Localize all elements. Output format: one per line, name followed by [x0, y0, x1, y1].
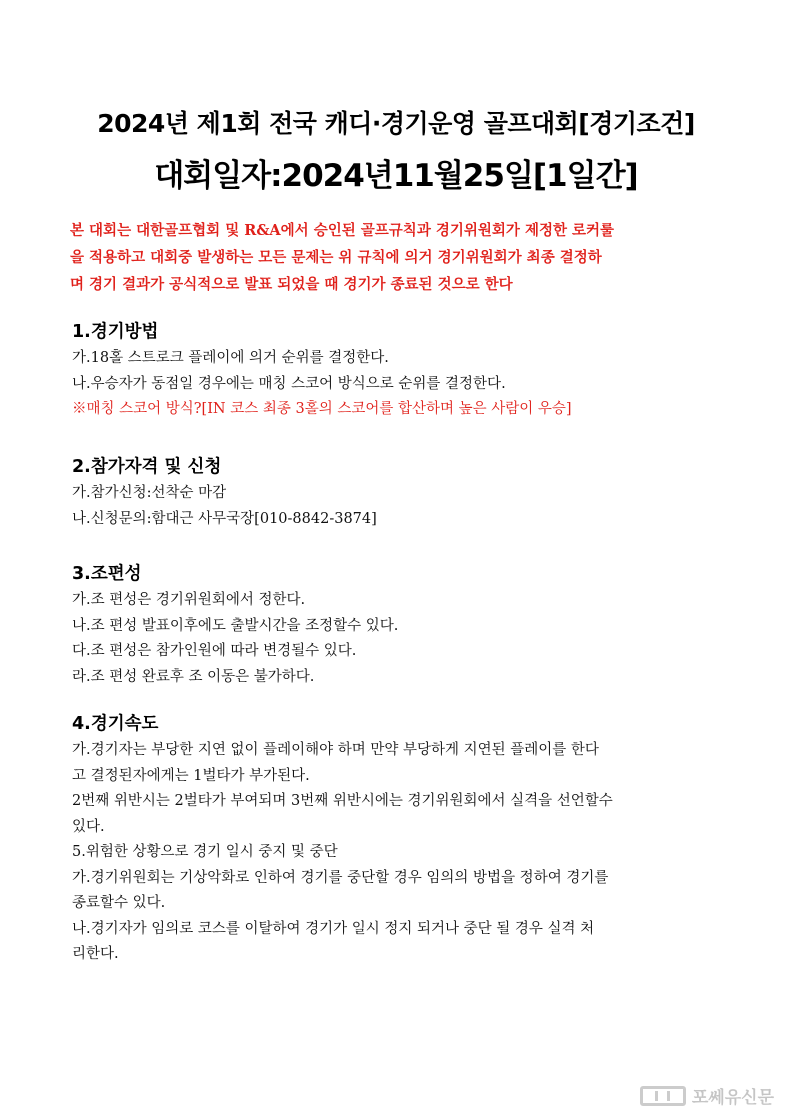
- section-line: 라.조 편성 완료후 조 이동은 불가하다.: [72, 668, 315, 685]
- document-title: 2024년 제1회 전국 캐디·경기운영 골프대회[경기조건]: [97, 109, 695, 138]
- section-line: 고 결정된자에게는 1벌타가 부가된다.: [72, 767, 310, 784]
- watermark-text: 포쎄유신문: [691, 1088, 774, 1108]
- section-line: 가.18홀 스트로크 플레이에 의거 순위를 결정한다.: [72, 350, 389, 366]
- section-pace-of-play: [72, 710, 722, 968]
- section-line: 가.참가신청:선착순 마감: [72, 485, 227, 501]
- event-date-title: 대회일자:2024년11월25일[1일간]: [154, 158, 638, 194]
- section-line: 있다.: [72, 818, 105, 835]
- section-heading: 3.조편성: [72, 564, 142, 584]
- rules-notice: [70, 217, 730, 298]
- section-line: 나.경기자가 임의로 코스를 이탈하여 경기가 일시 정지 되거나 중단 될 경우 실격 처: [72, 920, 595, 937]
- section-heading: 2.참가자격 및 신청: [72, 457, 222, 477]
- section-line: 5.위험한 상황으로 경기 일시 중지 및 중단: [72, 844, 338, 860]
- notice-line: 을 적용하고 대회중 발생하는 모든 문제는 위 규칙에 의거 경기위원회가 최종 결정하: [70, 249, 602, 266]
- section-line: 리한다.: [72, 946, 119, 962]
- section-eligibility: [72, 453, 722, 532]
- section-line: 나.조 편성 발표이후에도 출발시간을 조정할수 있다.: [72, 617, 399, 634]
- notice-line: 본 대회는 대한골프협회 및 R&A에서 승인된 골프규칙과 경기위원회가 제정한 로커룰: [70, 222, 615, 239]
- section-line: 가.경기자는 부당한 지연 없이 플레이해야 하며 만약 부당하게 지연된 플레이를 한다: [72, 742, 599, 758]
- matching-score-note: ※매칭 스코어 방식?[IN 코스 최종 3홀의 스코어를 합산하며 높은 사람이 우승]: [72, 401, 572, 417]
- newspaper-logo-icon: [640, 1086, 686, 1106]
- section-line: 다.조 편성은 참가인원에 따라 변경될수 있다.: [72, 643, 357, 659]
- section-competition-method: [72, 318, 722, 423]
- section-line: 나.신청문의:함대근 사무국장[010-8842-3874]: [72, 510, 377, 527]
- section-line: 가.조 편성은 경기위원회에서 정한다.: [72, 592, 306, 608]
- section-heading: 1.경기방법: [72, 322, 159, 342]
- newspaper-watermark: [640, 1083, 774, 1108]
- notice-line: 며 경기 결과가 공식적으로 발표 되었을 때 경기가 종료된 것으로 한다: [70, 276, 513, 293]
- section-line: 종료할수 있다.: [72, 895, 166, 911]
- section-line: 가.경기위원회는 기상악화로 인하여 경기를 중단할 경우 임의의 방법을 정하여 경기를: [72, 869, 609, 886]
- section-line: 2번째 위반시는 2벌타가 부여되며 3번째 위반시에는 경기위원회에서 실격을 선언할수: [72, 793, 613, 809]
- section-line: 나.우승자가 동점일 경우에는 매칭 스코어 방식으로 순위를 결정한다.: [72, 375, 506, 392]
- section-grouping: [72, 560, 722, 690]
- section-heading: 4.경기속도: [72, 714, 159, 734]
